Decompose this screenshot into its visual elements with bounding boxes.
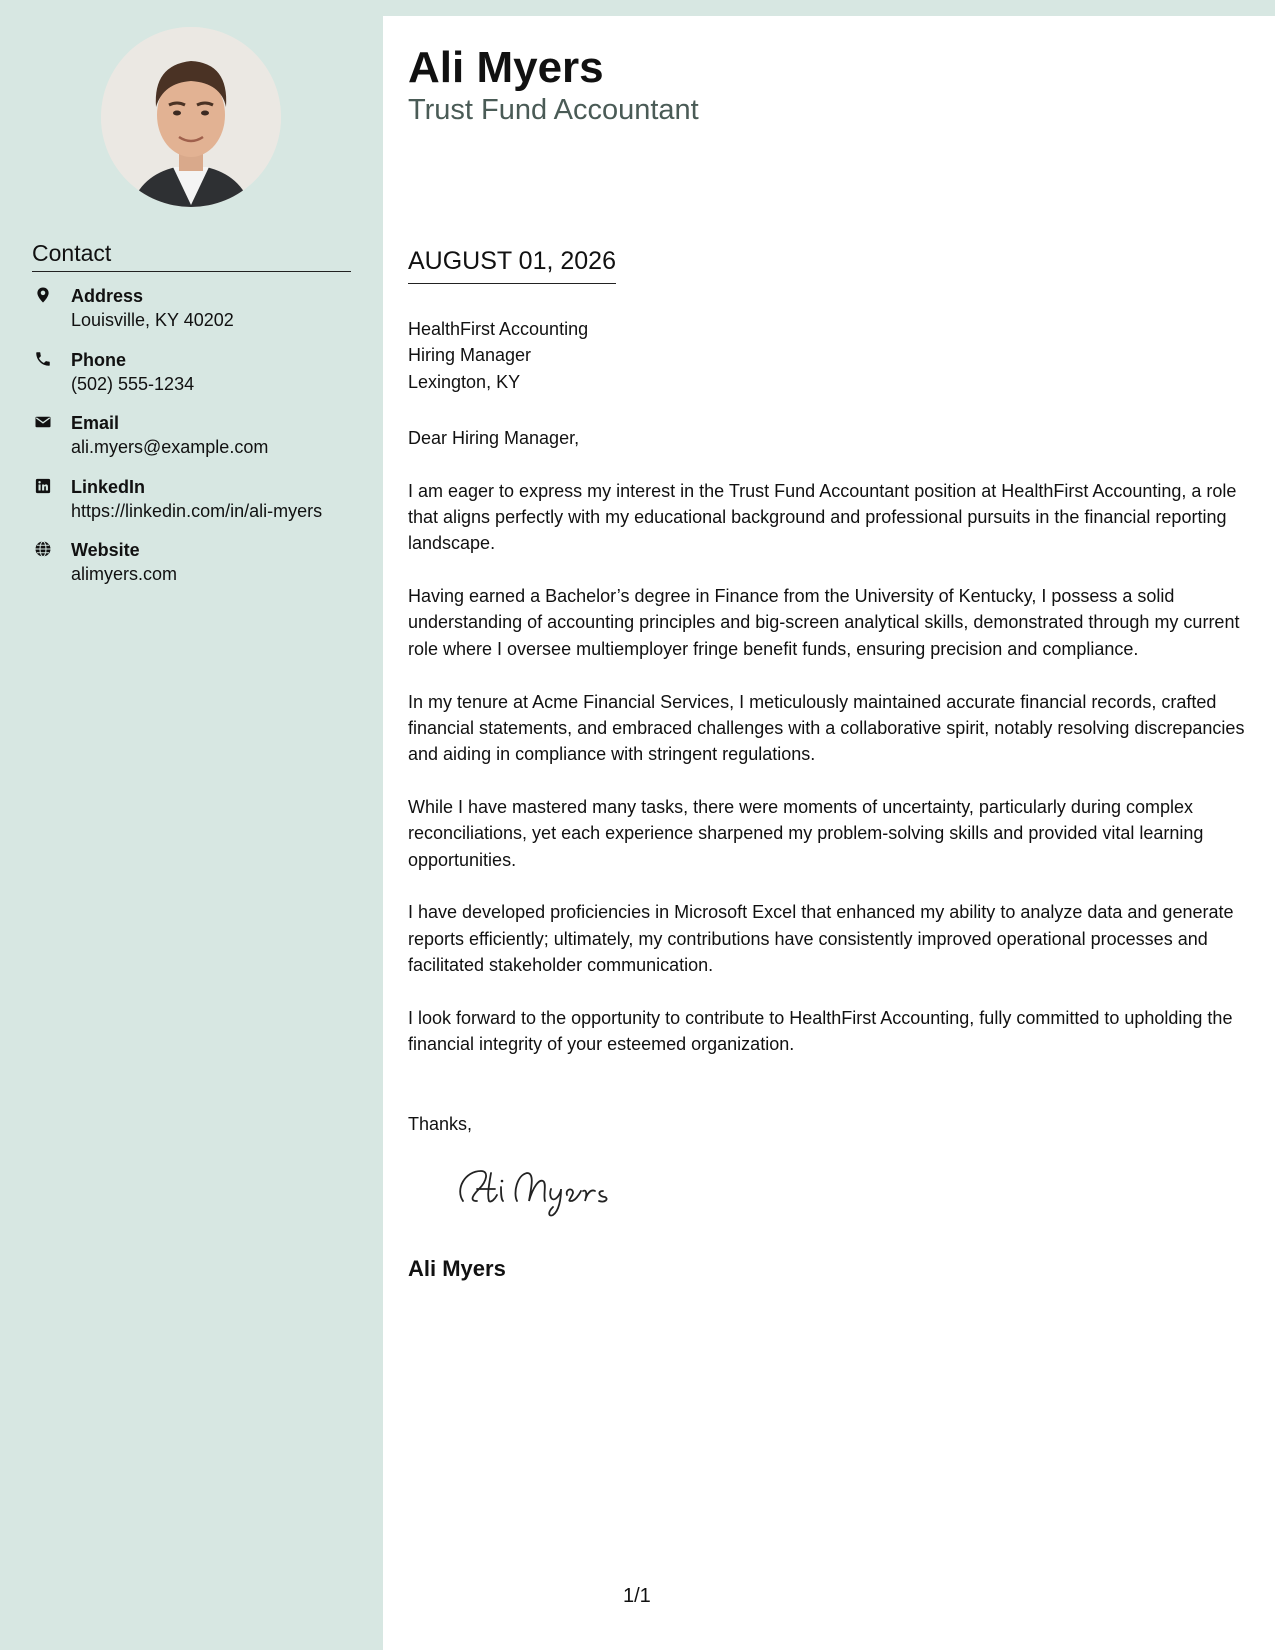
salutation: Dear Hiring Manager, <box>408 428 580 448</box>
letter-paragraph: In my tenure at Acme Financial Services, I meticulously maintained accurate financial records, crafted financial statements, and embraced challenges with a collaborative spirit, notably resolving discrepancies and aiding in compliance with stringent regulations. <box>408 691 1245 765</box>
contact-label: Phone <box>71 349 127 370</box>
contact-list <box>32 284 362 602</box>
website-link[interactable]: alimyers.com <box>71 564 178 584</box>
contact-item-email <box>32 411 362 475</box>
contact-heading: Contact <box>32 240 351 272</box>
contact-item-address <box>32 284 362 348</box>
contact-label: Email <box>71 413 120 433</box>
contact-value: (502) 555-1234 <box>71 373 195 394</box>
handwritten-signature <box>443 1159 643 1219</box>
profile-photo <box>101 27 281 207</box>
linkedin-icon <box>34 477 52 495</box>
letter-paragraph: While I have mastered many tasks, there were moments of uncertainty, particularly during complex reconciliations, yet each experience sharpened my problem-solving skills and provided vital learning opportunities. <box>408 796 1204 870</box>
contact-item-linkedin <box>32 475 362 539</box>
recipient-location: Lexington, KY <box>408 371 521 392</box>
recipient-company: HealthFirst Accounting <box>408 319 589 339</box>
globe-icon <box>34 540 52 558</box>
contact-label: Address <box>71 286 144 306</box>
email-link[interactable]: ali.myers@example.com <box>71 437 269 457</box>
letter-body <box>383 16 1275 1650</box>
linkedin-link[interactable]: https://linkedin.com/in/ali-myers <box>71 500 323 521</box>
letter-paragraph: Having earned a Bachelor’s degree in Finance from the University of Kentucky, I possess a solid understanding of accounting principles and big-screen analytical skills, demonstrated through my current role where I oversee multiemployer fringe benefit funds, ensuring precision and compliance. <box>408 586 1240 659</box>
contact-item-website <box>32 538 362 602</box>
letter-paragraph: I am eager to express my interest in the Trust Fund Accountant position at HealthFirst Accounting, a role that aligns perfectly with my educational background and professional pursuits in the financial reporting landscape. <box>408 480 1237 554</box>
contact-value: Louisville, KY 40202 <box>71 310 234 330</box>
signer-name: Ali Myers <box>408 1256 506 1281</box>
applicant-role: Trust Fund Accountant <box>408 94 699 126</box>
letter-date: AUGUST 01, 2026 <box>408 245 616 284</box>
phone-icon <box>34 350 52 368</box>
recipient-block <box>408 316 588 395</box>
location-pin-icon <box>34 286 52 304</box>
letter-paragraph: I have developed proficiencies in Microsoft Excel that enhanced my ability to analyze data and generate reports efficiently; ultimately, my contributions have consistently improved operational processes and facilitated stakeholder communication. <box>408 902 1234 975</box>
contact-label: LinkedIn <box>71 476 146 497</box>
envelope-icon <box>34 413 52 431</box>
contact-label: Website <box>71 540 140 560</box>
applicant-name: Ali Myers <box>408 43 604 92</box>
closing: Thanks, <box>408 1114 473 1134</box>
letter-paragraph: I look forward to the opportunity to contribute to HealthFirst Accounting, fully committed to upholding the financial integrity of your esteemed organization. <box>408 1007 1233 1055</box>
page-number: 1/1 <box>623 1585 651 1607</box>
letter-content <box>408 425 1253 1084</box>
sidebar <box>0 0 383 1650</box>
recipient-contact: Hiring Manager <box>408 345 532 366</box>
contact-item-phone <box>32 348 362 412</box>
